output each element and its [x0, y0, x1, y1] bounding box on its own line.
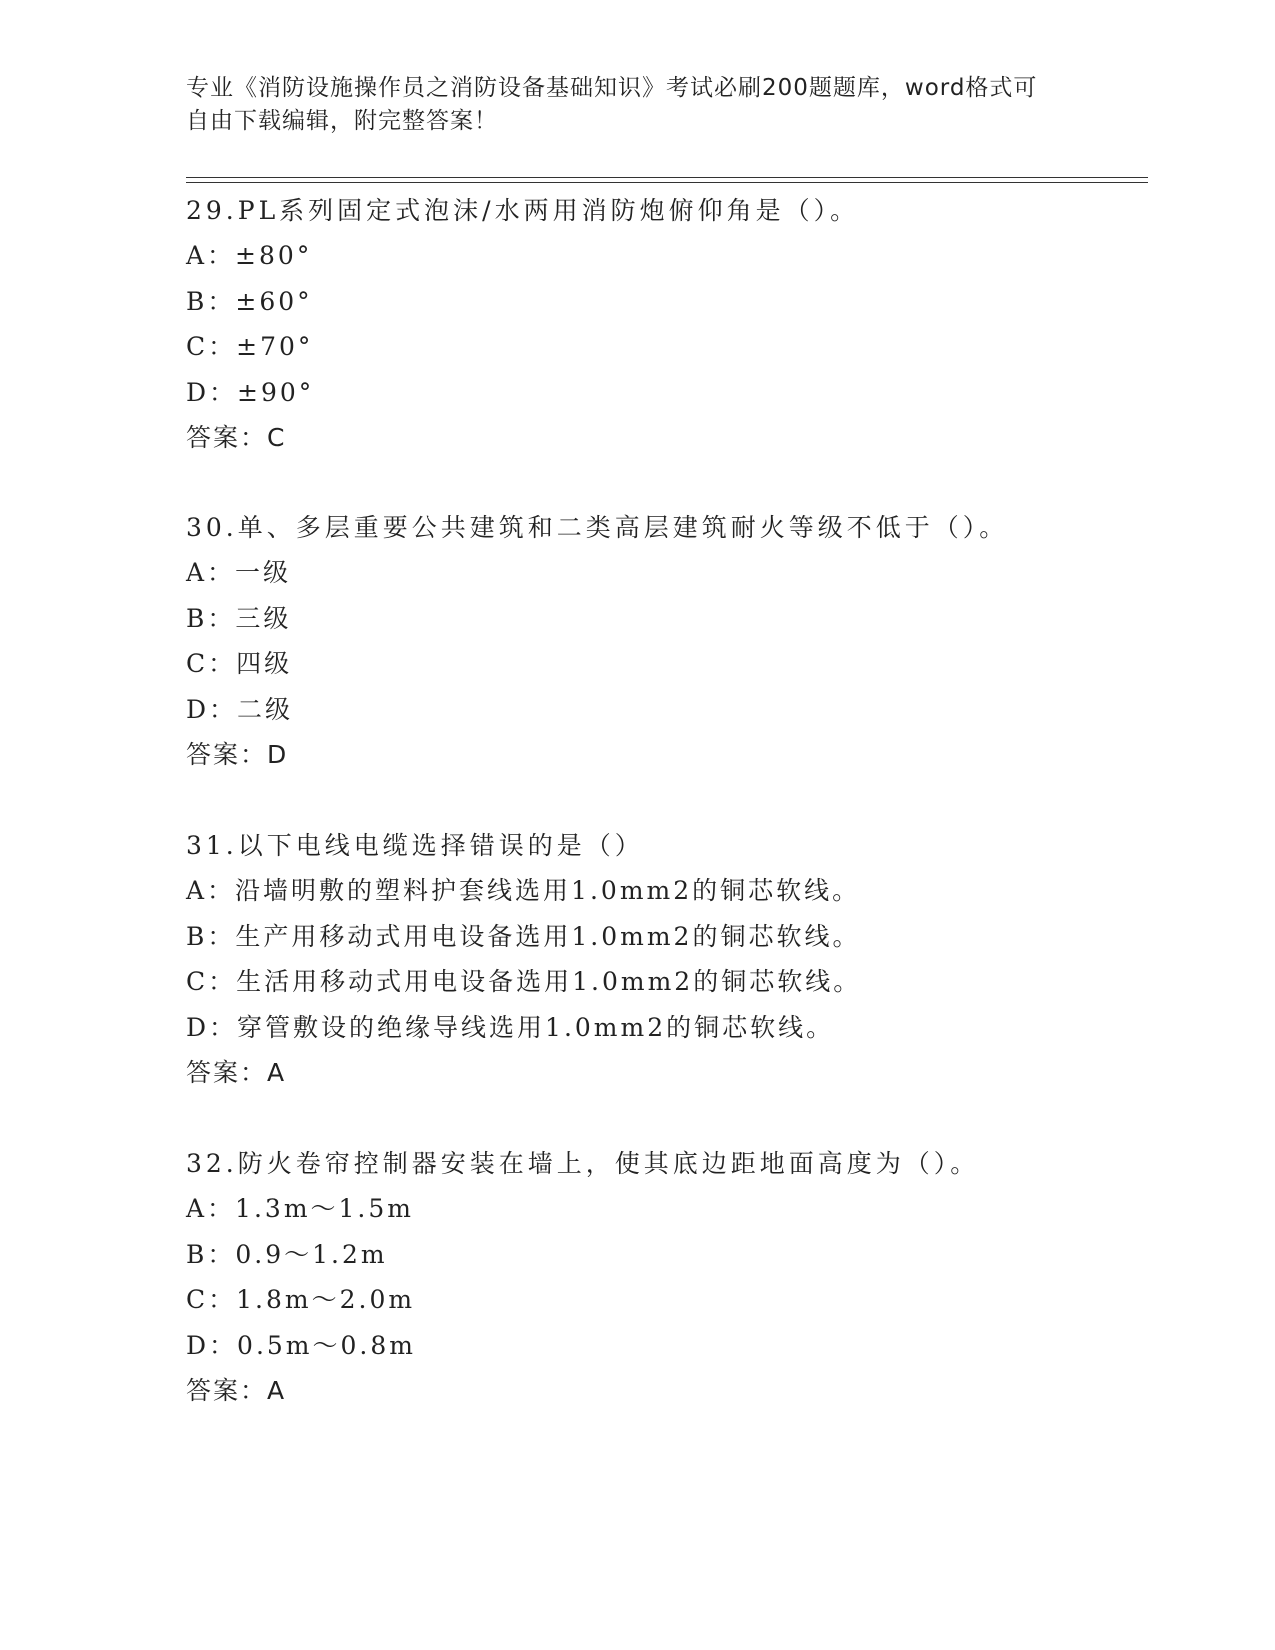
question-stem: 32.防火卷帘控制器安装在墙上，使其底边距地面高度为（）。 — [186, 1149, 980, 1178]
option-d: D：二级 — [186, 694, 294, 724]
option-c: C：±70° — [186, 332, 314, 361]
option-a: A：±80° — [186, 241, 313, 270]
option-b: B：生产用移动式用电设备选用1.0mm2的铜芯软线。 — [186, 921, 861, 951]
question-stem: 30.单、多层重要公共建筑和二类高层建筑耐火等级不低于（）。 — [186, 513, 1009, 542]
option-b: B：三级 — [186, 603, 292, 633]
option-c: C：生活用移动式用电设备选用1.0mm2的铜芯软线。 — [186, 967, 862, 996]
option-d: D：穿管敷设的绝缘导线选用1.0mm2的铜芯软线。 — [186, 1012, 835, 1042]
answer: 答案：C — [186, 423, 287, 452]
header-title-line-1: 专业《消防设施操作员之消防设备基础知识》考试必刷200题题库，word格式可 — [186, 75, 1038, 101]
answer: 答案：A — [186, 1058, 287, 1087]
header-divider-top — [186, 177, 1148, 178]
question-31 — [186, 823, 1186, 1095]
document-header — [186, 72, 1066, 138]
option-c: C：1.8m～2.0m — [186, 1285, 416, 1314]
option-b: B：±60° — [186, 286, 313, 316]
option-c: C：四级 — [186, 649, 293, 678]
option-a: A：1.3m～1.5m — [186, 1194, 414, 1223]
option-a: A：一级 — [186, 558, 292, 587]
option-d: D：0.5m～0.8m — [186, 1330, 416, 1360]
header-divider-bottom — [186, 182, 1148, 183]
header-title-line-2: 自由下载编辑，附完整答案！ — [186, 108, 498, 134]
option-b: B：0.9～1.2m — [186, 1239, 388, 1269]
answer: 答案：D — [186, 740, 289, 769]
option-a: A：沿墙明敷的塑料护套线选用1.0mm2的铜芯软线。 — [186, 876, 861, 905]
answer: 答案：A — [186, 1376, 287, 1405]
question-stem: 31.以下电线电缆选择错误的是（） — [186, 831, 644, 860]
option-d: D：±90° — [186, 377, 315, 407]
question-30 — [186, 505, 1186, 777]
question-32 — [186, 1141, 1186, 1413]
question-29 — [186, 188, 1186, 460]
question-stem: 29.PL系列固定式泡沫/水两用消防炮俯仰角是（）。 — [186, 196, 860, 225]
